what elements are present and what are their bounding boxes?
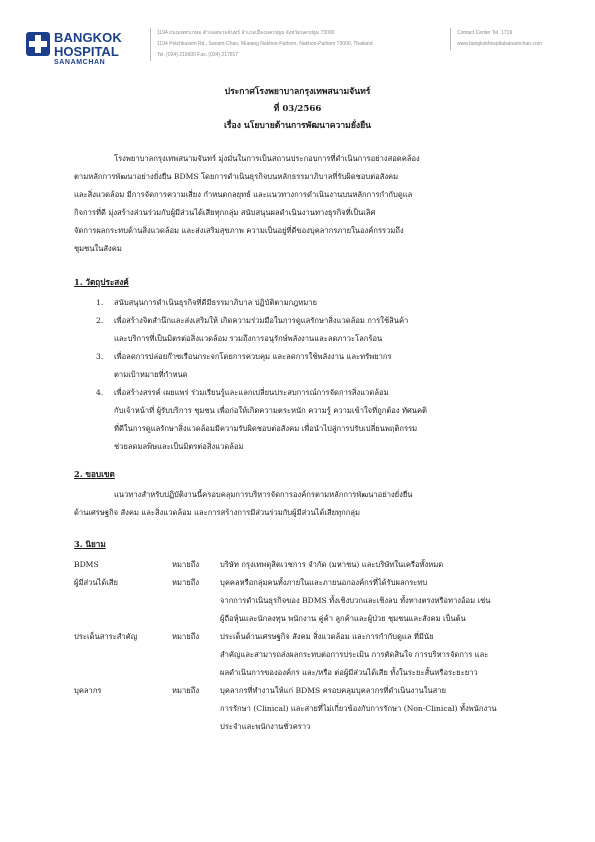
intro-paragraph bbox=[74, 150, 524, 258]
definition-line: ผลดำเนินการขององค์กร และ/หรือ ต่อผู้มีส่วนได้เสีย ทั้งในระยะสั้นหรือระยะยาว bbox=[220, 668, 478, 677]
objective-number: 4. bbox=[96, 388, 104, 397]
announcement-title bbox=[0, 84, 595, 135]
definition-line: บริษัท กรุงเทพดุสิตเวชการ จำกัด (มหาชน) และบริษัทในเครือทั้งหมด bbox=[220, 560, 444, 569]
objective-line: เพื่อสร้างจิตสำนึกและส่งเสริมให้ เกิดความร่วมมือในการดูแลรักษาสิ่งแวดล้อม การใช้สินค้า bbox=[114, 316, 409, 325]
title-number: ที่ 03/2566 bbox=[273, 104, 322, 114]
title-line-1: ประกาศโรงพยาบาลกรุงเทพสนามจันทร์ bbox=[224, 87, 371, 97]
definition-term: BDMS bbox=[74, 560, 99, 569]
definition-line: จากการดำเนินธุรกิจของ BDMS ทั้งเชิงบวกและเชิงลบ ทั้งทางตรงหรือทางอ้อม เช่น bbox=[220, 596, 491, 605]
definition-means: หมายถึง bbox=[172, 632, 200, 641]
intro-line: กิจการที่ดี มุ่งสร้างส่วนร่วมกับผู้มีส่วนได้เสียทุกกลุ่ม สนับสนุนผลดำเนินงานทางธุรกิจที่เป็นเลิศ bbox=[74, 208, 376, 217]
definition-line: การรักษา (Clinical) และสายที่ไม่เกี่ยวข้องกับการรักษา (Non-Clinical) ทั้งพนักงาน bbox=[220, 704, 497, 713]
objective-item bbox=[96, 294, 525, 312]
definition-term: ผู้มีส่วนได้เสีย bbox=[74, 578, 118, 587]
definition-term: บุคลากร bbox=[74, 686, 102, 695]
objective-line: สนับสนุนการดำเนินธุรกิจที่ดีมีธรรมาภิบาล ปฏิบัติตามกฎหมาย bbox=[114, 298, 317, 307]
objectives-list bbox=[96, 294, 525, 456]
definition-line: ประเด็นด้านเศรษฐกิจ สังคม สิ่งแวดล้อม และการกำกับดูแล ที่มีนัย bbox=[220, 632, 434, 641]
letterhead bbox=[26, 24, 569, 70]
scope-line: แนวทางสำหรับปฏิบัติงานนี้ครอบคลุมการบริหารจัดการองค์กรตามหลักการพัฒนาอย่างยั่งยืน bbox=[114, 490, 413, 499]
intro-line: จัดการผลกระทบด้านสิ่งแวดล้อม และส่งเสริมสุขภาพ ความเป็นอยู่ที่ดีของบุคลากรภายในองค์กรรวมถึง bbox=[74, 226, 404, 235]
section-3-heading: 3. นิยาม bbox=[74, 539, 106, 549]
section-2-heading: 2. ขอบเขต bbox=[74, 469, 115, 479]
address-english: 1194 Petchkasem Rd., Sanam-Chan, Mueang Nakhon-Pathom, Nakhon-Pathom 73000, Thailand bbox=[157, 41, 373, 47]
objective-line: ช่วยลดมลพิษและเป็นมิตรต่อสิ่งแวดล้อม bbox=[114, 442, 244, 451]
objective-number: 1. bbox=[96, 298, 104, 307]
definition-means: หมายถึง bbox=[172, 686, 200, 695]
title-subject: เรื่อง นโยบายด้านการพัฒนาความยั่งยืน bbox=[223, 121, 371, 131]
objective-number: 3. bbox=[96, 352, 104, 361]
definition-line: ผู้ถือหุ้นและนักลงทุน พนักงาน คู่ค้า ลูกค้าและผู้ป่วย ชุมชนและสังคม เป็นต้น bbox=[220, 614, 466, 623]
objective-number: 2. bbox=[96, 316, 104, 325]
intro-line: ชุมชนในสังคม bbox=[74, 244, 122, 253]
scope-paragraph bbox=[74, 486, 524, 522]
address-block bbox=[150, 28, 450, 61]
website-link[interactable]: www.bangkokhospitalsanamchan.com bbox=[457, 41, 542, 47]
objective-line: เพื่อสร้างสรรค์ เผยแพร่ ร่วมเรียนรู้และแลกเปลี่ยนประสบการณ์การจัดการสิ่งแวดล้อม bbox=[114, 388, 389, 397]
objective-item bbox=[96, 312, 525, 348]
intro-line: โรงพยาบาลกรุงเทพสนามจันทร์ มุ่งมั่นในการเป็นสถานประกอบการที่ดำเนินการอย่างสอดคล้อง bbox=[114, 154, 420, 163]
intro-line: และสิ่งแวดล้อม มีการจัดการความเสี่ยง กำหนดกลยุทธ์ และแนวทางการดำเนินงานบนหลักการกำกับดูแล bbox=[74, 190, 413, 199]
objective-line: ที่ดีในการดูแลรักษาสิ่งแวดล้อมมีความรับผิดชอบต่อสังคม เพื่อนำไปสู่การปรับเปลี่ยนพฤติกรรม bbox=[114, 424, 418, 433]
definition-description bbox=[220, 556, 535, 574]
objective-item bbox=[96, 348, 525, 384]
definitions-list bbox=[74, 556, 535, 736]
objective-line: ตามเป้าหมายที่กำหนด bbox=[114, 370, 188, 379]
hospital-logo bbox=[26, 30, 144, 70]
phone-fax: Tel. (034) 219600 Fax. (034) 217817 bbox=[157, 52, 239, 58]
definition-description bbox=[220, 628, 535, 682]
definition-line: บุคคลหรือกลุ่มคนทั้งภายในและภายนอกองค์กรที่ได้รับผลกระทบ bbox=[220, 578, 428, 587]
definition-row bbox=[74, 574, 535, 628]
definition-means: หมายถึง bbox=[172, 578, 200, 587]
logo-line-3: SANAMCHAN bbox=[54, 59, 106, 66]
definition-line: บุคลากรที่ทำงานให้แก่ BDMS ครอบคลุมบุคลากรที่ดำเนินงานในสาย bbox=[220, 686, 446, 695]
cross-logo-icon bbox=[26, 32, 50, 56]
objective-item bbox=[96, 384, 525, 456]
definition-description bbox=[220, 682, 535, 736]
contact-center: Contact Center Tel. 1719 bbox=[457, 30, 513, 36]
definition-term: ประเด็นสาระสำคัญ bbox=[74, 632, 138, 641]
definition-row bbox=[74, 628, 535, 682]
contact-block bbox=[450, 28, 542, 50]
definition-means: หมายถึง bbox=[172, 560, 200, 569]
scope-line: ด้านเศรษฐกิจ สังคม และสิ่งแวดล้อม และการสร้างการมีส่วนร่วมกับผู้มีส่วนได้เสียทุกกลุ่ม bbox=[74, 508, 360, 517]
objective-line: และบริการที่เป็นมิตรต่อสิ่งแวดล้อม รวมถึงการอนุรักษ์พลังงานและลดภาวะโลกร้อน bbox=[114, 334, 383, 343]
definition-row bbox=[74, 682, 535, 736]
definition-line: สำคัญและสามารถส่งผลกระทบต่อการประเมิน การตัดสินใจ การบริหารจัดการ และ bbox=[220, 650, 489, 659]
definition-row bbox=[74, 556, 535, 574]
logo-line-2: HOSPITAL bbox=[54, 44, 119, 59]
objective-line: เพื่อลดการปล่อยก๊าซเรือนกระจกโดยการควบคุม และลดการใช้พลังงาน และทรัพยากร bbox=[114, 352, 392, 361]
objective-line: กับเจ้าหน้าที่ ผู้รับบริการ ชุมชน เพื่อก่อให้เกิดความตระหนัก ความรู้ ความเข้าใจที่ถูกต้อง ทัศนคติ bbox=[114, 406, 427, 415]
address-thai: 1194 ถนนเพชรเกษม ตำบลสนามจันทร์ อำเภอเมืองนครปฐม จังหวัดนครปฐม 73000 bbox=[157, 30, 335, 36]
logo-line-1: BANGKOK bbox=[54, 30, 122, 45]
section-1-heading: 1. วัตถุประสงค์ bbox=[74, 277, 129, 287]
intro-line: ตามหลักการพัฒนาอย่างยั่งยืน BDMS โดยการดำเนินธุรกิจบนหลักธรรมาภิบาลที่รับผิดชอบต่อสังคม bbox=[74, 172, 399, 181]
definition-line: ประจำและพนักงานชั่วคราว bbox=[220, 722, 311, 731]
definition-description bbox=[220, 574, 535, 628]
